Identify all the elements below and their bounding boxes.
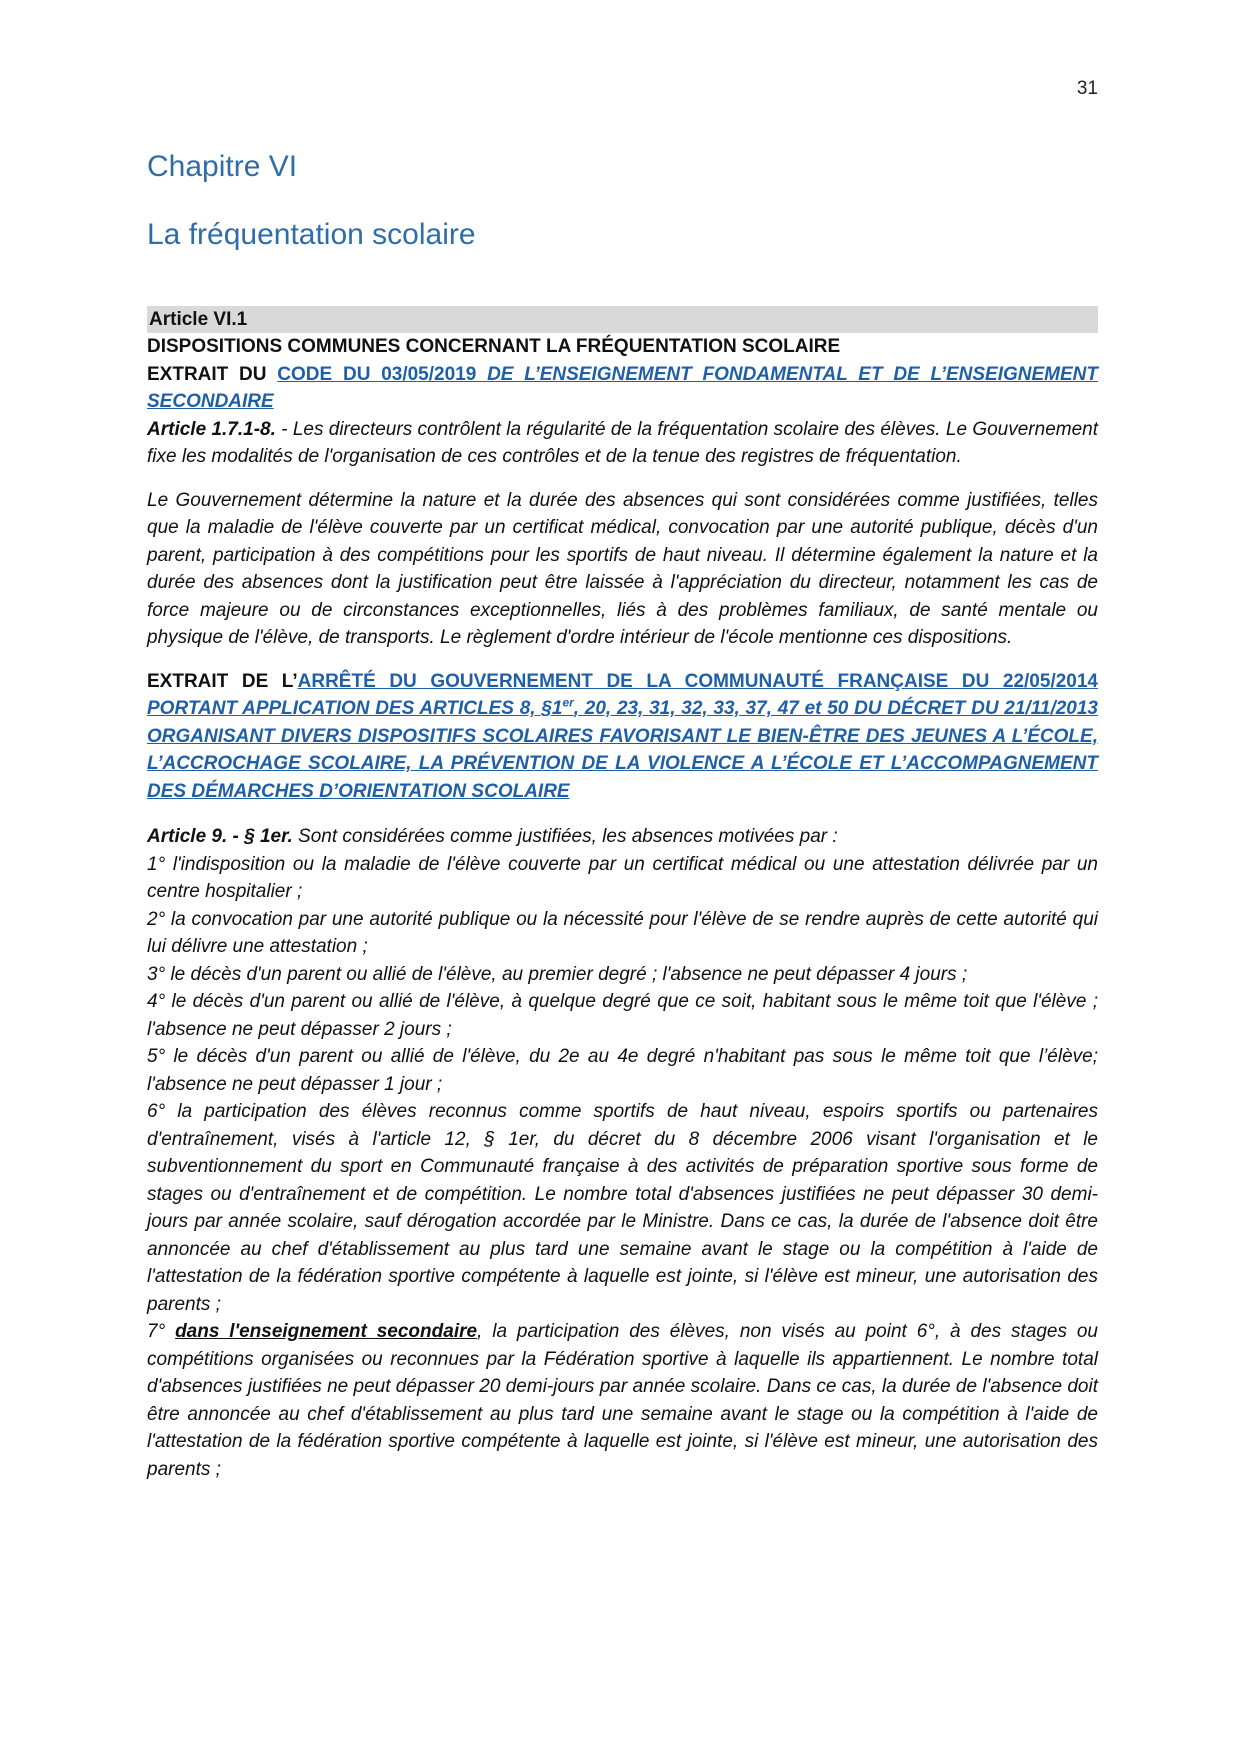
article-9-intro xyxy=(147,823,1098,851)
arrete-link-part-b-wrap xyxy=(147,695,1098,802)
list-item-3: 3° le décès d'un parent ou allié de l'élève, au premier degré ; l'absence ne peut dépasser 4 jours ; xyxy=(147,963,968,985)
list-item-4: 4° le décès d'un parent ou allié de l'élève, à quelque degré que ce soit, habitant sous le même toit que l'élève ; l'absence ne peut dépasser 2 jours ; xyxy=(147,991,1098,1040)
article-heading: DISPOSITIONS COMMUNES CONCERNANT LA FRÉQUENTATION SCOLAIRE xyxy=(147,336,841,357)
item-7-text: , la participation des élèves, non visés au point 6°, à des stages ou compétitions organisées ou reconnues par la Fédération sportive à laquelle ils appartiennent. Le nombre total d'absences justifiées ne peut dépasser 20 demi-jours par année scolaire. Dans ce cas, la durée de l'absence doit être annoncée au chef d'établissement au plus tard une semaine avant le stage ou la compétition à l'aide de l'attestation de la fédération sportive compétente à laquelle est jointe, si l'élève est mineur, une autorisation des parents ; xyxy=(147,1321,1098,1480)
arrete-link-part-b: PORTANT APPLICATION DES ARTICLES 8, §1 xyxy=(147,698,563,719)
list-item-7 xyxy=(147,1318,1098,1483)
chapter-title: Chapitre VI xyxy=(147,150,298,183)
article-9-text: Sont considérées comme justifiées, les absences motivées par : xyxy=(292,826,838,847)
list-item-1: 1° l'indisposition ou la maladie de l'élève couverte par un certificat médical ou une attestation délivrée par un centre hospitalier ; xyxy=(147,853,1098,902)
item-7-number: 7° xyxy=(147,1321,176,1342)
article-1718-label: Article 1.7.1-8. xyxy=(147,418,276,440)
code-link[interactable] xyxy=(147,364,1098,413)
extract-code-heading xyxy=(147,361,1098,416)
extract2-prefix: EXTRAIT DE L’ xyxy=(147,670,298,692)
page-number: 31 xyxy=(1076,78,1098,99)
list-item-2: 2° la convocation par une autorité publique ou la nécessité pour l'élève de se rendre auprès de cette autorité qui lui délivre une attestation ; xyxy=(147,908,1098,957)
code-link-part2: DE L’ENSEIGNEMENT FONDAMENTAL ET DE L’ENSEIGNEMENT SECONDAIRE xyxy=(147,363,1098,412)
chapter-subtitle: La fréquentation scolaire xyxy=(147,218,476,251)
code-link-part1: CODE DU 03/05/2019 xyxy=(277,363,488,385)
article-header: Article VI.1 xyxy=(147,306,1098,333)
list-item-5: 5° le décès d'un parent ou allié de l'élève, du 2e au 4e degré n'habitant pas sous le même toit que l’élève; l'absence ne peut dépasser 1 jour ; xyxy=(147,1046,1098,1095)
arrete-link-sup: er xyxy=(562,695,574,710)
arrete-link-part-c: , 20, 23, 31, 32, 33, 37, 47 et 50 DU DÉCRET DU 21/11/2013 ORGANISANT DIVERS DISPOSITIFS SCOLAIRES FAVORISANT LE BIEN-ÊTRE DES JEUNES A L’ÉCOLE, L’ACCROCHAGE SCOLAIRE, LA PRÉVENTION DE LA VIOLENCE A L’ÉCOLE ET L’ACCOMPAGNEMENT DES DÉMARCHES D’ORIENTATION SCOLAIRE xyxy=(147,698,1098,802)
arrete-link-part-a: ARRÊTÉ DU GOUVERNEMENT DE LA COMMUNAUTÉ FRANÇAISE DU 22/05/2014 xyxy=(297,670,1098,692)
paragraph-absences: Le Gouvernement détermine la nature et la durée des absences qui sont considérées comme justifiées, telles que la maladie de l'élève couverte par un certificat médical, convocation par une autorité publique, décès d'un parent, participation à des compétitions pour les sportifs de haut niveau. Il détermine également la nature et la durée des absences dont la justification peut être laissée à l'appréciation du directeur, notamment les cas de force majeure ou de circonstances exceptionnelles, liés à des problèmes familiaux, de santé mentale ou physique de l'élève, de transports. Le règlement d'ordre intérieur de l'école mentionne ces dispositions. xyxy=(147,489,1098,648)
article-content xyxy=(147,306,1098,1483)
list-item-6: 6° la participation des élèves reconnus comme sportifs de haut niveau, espoirs sportifs ou partenaires d'entraînement, visés à l'article 12, § 1er, du décret du 8 décembre 2006 visant l'organisation et le subventionnement du sport en Communauté française à des activités de préparation sportive sous forme de stages ou d'entraînement et de compétition. Le nombre total d'absences justifiées ne peut dépasser 30 demi-jours par année scolaire, sauf dérogation accordée par le Ministre. Dans ce cas, la durée de l'absence doit être annoncée au chef d'établissement au plus tard une semaine avant le stage ou la compétition à l'aide de l'attestation de la fédération sportive compétente à laquelle est jointe, si l'élève est mineur, une autorisation des parents ; xyxy=(147,1101,1098,1315)
item-7-emphasis: dans l'enseignement secondaire xyxy=(175,1321,478,1342)
article-9-label: Article 9. - § 1er. xyxy=(147,826,293,847)
article-1718-paragraph xyxy=(147,416,1098,471)
extract-arrete-heading xyxy=(147,668,1098,806)
article-1718-text: - Les directeurs contrôlent la régularité de la fréquentation scolaire des élèves. Le Gouvernement fixe les modalités de l'organisation de ces contrôles et de la tenue des registres de fréquentation. xyxy=(147,418,1098,467)
extract-prefix: EXTRAIT DU xyxy=(147,363,278,385)
